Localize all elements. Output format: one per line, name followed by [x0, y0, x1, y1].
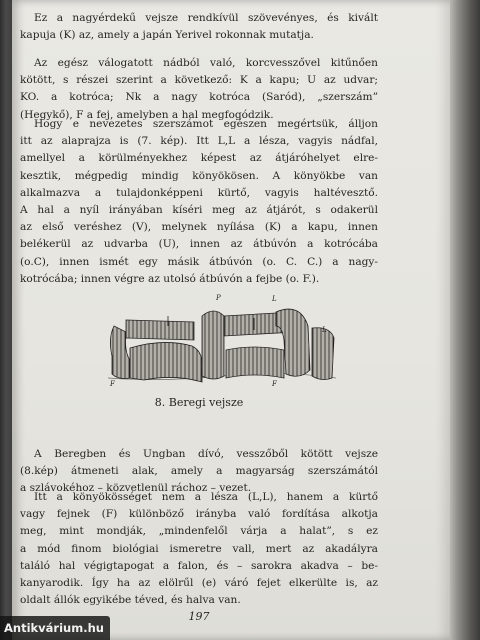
- paragraph-5: [20, 489, 378, 609]
- text-line: meg, mint mondják, „mindenfelől várja a halat”, s ez: [20, 525, 378, 538]
- text-line: Itt a könyökösséget nem a lésza (L,L), hanem a kürtő: [34, 491, 378, 503]
- text-line: kesztik, mégpedig mindig könyökösen. A könyökbe van: [20, 169, 378, 182]
- text-line: Hogy e nevezetes szerszámot egészen megértsük, álljon: [34, 118, 378, 130]
- text-line: A Beregben és Ungban dívó, vesszőből kötött vejsze: [34, 448, 378, 460]
- page-number: 197: [188, 610, 210, 623]
- text-line: találó hal végigtapogat a falon, és – sarokra akadva – be-: [20, 559, 378, 572]
- paragraph-2: [20, 55, 378, 124]
- text-line: kanyarodik. Így ha az elölrűl (e) váró fejet elkerülte is, az: [20, 577, 378, 590]
- book-page: [12, 0, 450, 640]
- paragraph-1: [20, 10, 378, 44]
- text-line: vagy fejnek (F) különböző irányba való fordítása alkotja: [20, 508, 378, 521]
- text-line: oldalt állók egyikébe téved, és halva van.: [20, 594, 241, 607]
- figure-label-l: L: [322, 326, 327, 334]
- figure-label-f: F: [272, 380, 277, 388]
- beregi-vejsze-illustration: [104, 286, 340, 392]
- text-line: amellyel a körülményekhez képest az átjáróhelyet elre-: [20, 152, 378, 165]
- page-edge: [450, 0, 480, 640]
- text-line: az első veréshez (V), melynek nyílása (K) a kapu, innen: [20, 221, 378, 234]
- figure-label-f: F: [110, 380, 115, 388]
- text-line: Az egész válogatott nádból való, korcvesszővel kitűnően: [34, 57, 378, 69]
- text-line: alkalmazva a tulajdonképpeni kürtő, vagyis haltévesztő.: [20, 186, 378, 199]
- text-line: Ez a nagyérdekű vejsze rendkívül szövevényes, és kivált: [34, 12, 378, 24]
- figure-label-p: P: [216, 294, 221, 302]
- text-line: (o.C), innen ismét egy másik átbúvón (o. C. C.) a nagy-: [20, 255, 378, 268]
- text-line: kötött, s részei szerint a következő: K a kapu; U az udvar;: [20, 74, 378, 87]
- text-line: belékerül az udvarba (U), innen az átbúvón a kotrócába: [20, 238, 378, 251]
- text-line: kapuja (K) az, amely a japán Yerivel rokonnak mutatja.: [20, 29, 314, 42]
- text-line: kotrócába; innen végre az utolsó átbúvón a fejbe (o. F.).: [20, 272, 320, 285]
- figure-caption: 8. Beregi vejsze: [154, 396, 244, 409]
- text-line: (8.kép) átmeneti alak, amely a magyarság szerszámától: [20, 465, 378, 478]
- paragraph-3: [20, 116, 378, 288]
- watermark: Antikvárium.hu: [0, 616, 110, 640]
- text-line: A hal a nyíl irányában kíséri meg az átjárót, s odakerül: [20, 204, 378, 217]
- figure-label-l: L: [272, 295, 277, 303]
- text-line: (Hegykő), F a fej, amelyben a hal megfogódzik.: [20, 108, 274, 121]
- text-line: a szlávokéhoz – közvetlenül ráchoz – vezet.: [20, 482, 252, 495]
- text-line: a mód finom biológiai ismeretre vall, mert az akadályra: [20, 542, 378, 555]
- text-line: itt az alaprajza is (7. kép). Itt L,L a lésza, vagyis nádfal,: [20, 135, 378, 148]
- text-line: KO. a kotróca; Nk a nagy kotróca (Saród), „szerszám”: [20, 91, 378, 104]
